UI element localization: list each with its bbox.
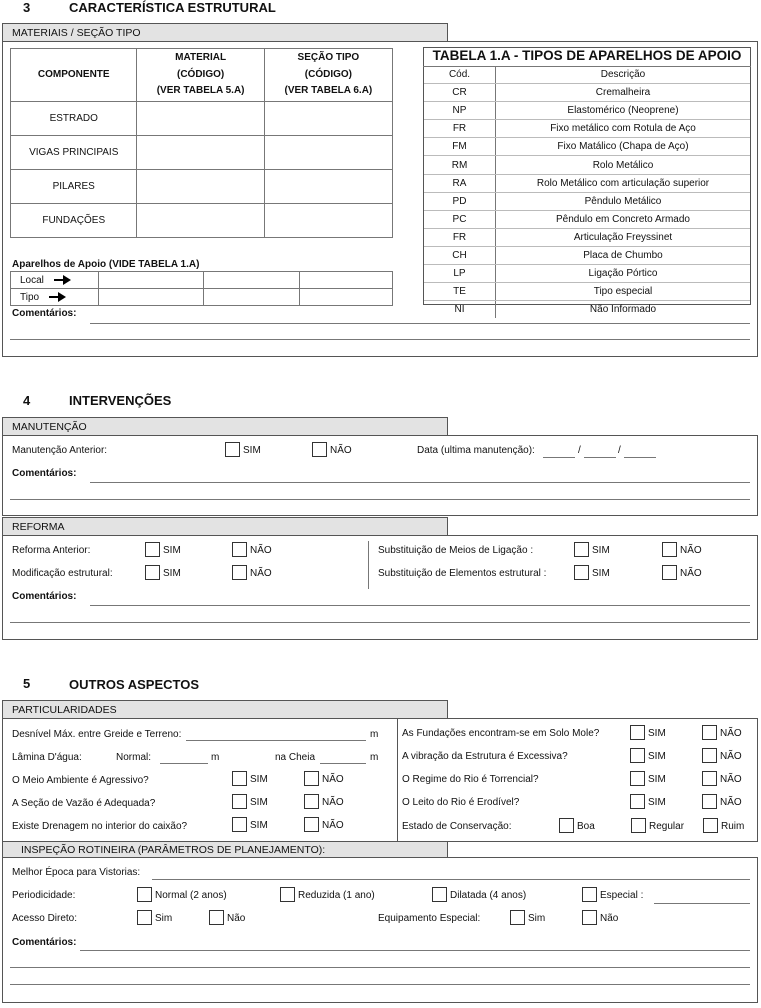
lamina-label: Lâmina D'água: [12, 752, 82, 763]
equip-nao-checkbox[interactable] [582, 910, 597, 925]
reforma-anterior-label: Reforma Anterior: [12, 545, 91, 556]
comentarios-label: Comentários: [12, 308, 77, 319]
subst-meios-label: Substituição de Meios de Ligação : [378, 545, 534, 556]
section-3-title: CARACTERÍSTICA ESTRUTURAL [69, 0, 276, 15]
nao-label: NÃO [250, 545, 272, 556]
desc-cell: Cremalheira [496, 84, 751, 102]
comentarios-line[interactable] [90, 323, 750, 324]
nao-label: NÃO [680, 545, 702, 556]
unit-m: m [370, 752, 379, 763]
comentarios-label: Comentários: [12, 937, 77, 948]
modif-nao-checkbox[interactable] [232, 565, 247, 580]
desc-cell: Não Informado [589, 304, 657, 316]
secao-cell[interactable] [264, 204, 392, 238]
aparelhos-table [10, 271, 393, 306]
nao-label: NÃO [720, 774, 742, 785]
sim-label: SIM [648, 751, 666, 762]
sim-label: SIM [250, 774, 268, 785]
nao-label: NÃO [322, 820, 344, 831]
col-componente: COMPONENTE [11, 49, 137, 102]
acesso-nao-checkbox[interactable] [209, 910, 224, 925]
desc-cell: Elastomérico (Neoprene) [496, 102, 751, 120]
local-cell[interactable] [99, 272, 204, 289]
especial-label: Especial : [600, 890, 644, 901]
equip-sim-checkbox[interactable] [510, 910, 525, 925]
regime-label: O Regime do Rio é Torrencial? [402, 774, 539, 785]
desc-cell: Fixo Matálico (Chapa de Aço) [496, 138, 751, 156]
desnivel-label: Desnível Máx. entre Greide e Terreno: [12, 729, 182, 740]
reduzida-label: Reduzida (1 ano) [298, 890, 375, 901]
materiais-bar: MATERIAIS / SEÇÃO TIPO [2, 23, 448, 42]
nao-label: NÃO [322, 774, 344, 785]
row-label: ESTRADO [11, 102, 137, 136]
regular-label: Regular [649, 821, 685, 832]
tipo-cell[interactable] [204, 289, 300, 306]
ruim-label: Ruim [721, 821, 745, 832]
section-3-number: 3 [23, 0, 31, 15]
nao-label: Não [227, 913, 246, 924]
estado-boa-checkbox[interactable] [559, 818, 574, 833]
desc-cell: Rolo Metálico [496, 156, 751, 174]
cod-cell: CR [424, 84, 496, 102]
meio-ambiente-label: O Meio Ambiente é Agressivo? [12, 775, 149, 786]
lamina-normal-field[interactable] [160, 763, 208, 764]
fundacoes-label: As Fundações encontram-se em Solo Mole? [402, 728, 600, 739]
material-cell[interactable] [137, 170, 264, 204]
divider [368, 541, 369, 589]
normal-label: Normal: [116, 752, 152, 763]
manut-sim-checkbox[interactable] [225, 442, 240, 457]
material-cell[interactable] [137, 102, 264, 136]
subst-elem-label: Substituição de Elementos estrutural : [378, 568, 547, 579]
comentarios-line[interactable] [10, 339, 750, 340]
periodicidade-label: Periodicidade: [12, 890, 76, 901]
sim-label: SIM [250, 797, 268, 808]
inspecao-bar: INSPEÇÃO ROTINEIRA (PARÂMETROS DE PLANEJAMENTO): [2, 841, 448, 858]
desc-cell: Placa de Chumbo [496, 246, 751, 264]
periodicidade-especial-checkbox[interactable] [582, 887, 597, 902]
periodicidade-reduzida-checkbox[interactable] [280, 887, 295, 902]
comentarios-line[interactable] [90, 605, 750, 606]
unit-m: m [211, 752, 220, 763]
desc-cell: Ligação Pórtico [496, 265, 751, 283]
col-descricao: Descrição [496, 66, 751, 84]
comentarios-line[interactable] [10, 622, 750, 623]
vibracao-nao-checkbox[interactable] [702, 748, 717, 763]
vibracao-sim-checkbox[interactable] [630, 748, 645, 763]
section-4-number: 4 [23, 393, 31, 408]
data-manut-label: Data (ultima manutenção): [417, 445, 535, 456]
boa-label: Boa [577, 821, 595, 832]
acesso-label: Acesso Direto: [12, 913, 78, 924]
secao-cell[interactable] [264, 102, 392, 136]
estado-label: Estado de Conservação: [402, 821, 512, 832]
cod-cell: RM [424, 156, 496, 174]
meio-sim-checkbox[interactable] [232, 771, 247, 786]
drenagem-label: Existe Drenagem no interior do caixão? [12, 821, 188, 832]
secao-cell[interactable] [264, 170, 392, 204]
comentarios-line[interactable] [10, 499, 750, 500]
nao-label: NÃO [680, 568, 702, 579]
sim-label: SIM [163, 545, 181, 556]
subst-meios-nao-checkbox[interactable] [662, 542, 677, 557]
tipo-label: Tipo [11, 289, 99, 306]
vazao-nao-checkbox[interactable] [304, 794, 319, 809]
cod-cell: NP [424, 102, 496, 120]
comentarios-label: Comentários: [12, 468, 77, 479]
sim-label: SIM [648, 774, 666, 785]
subst-elem-sim-checkbox[interactable] [574, 565, 589, 580]
manut-anterior-label: Manutenção Anterior: [12, 445, 108, 456]
desc-cell: Fixo metálico com Rotula de Aço [496, 120, 751, 138]
subst-meios-sim-checkbox[interactable] [574, 542, 589, 557]
comentarios-line[interactable] [10, 984, 750, 985]
reforma-nao-checkbox[interactable] [232, 542, 247, 557]
comentarios-label: Comentários: [12, 591, 77, 602]
desc-cell: Pêndulo Metálico [496, 192, 751, 210]
local-cell[interactable] [300, 272, 393, 289]
melhor-epoca-label: Melhor Época para Vistorias: [12, 867, 141, 878]
drenagem-nao-checkbox[interactable] [304, 817, 319, 832]
data-day-field[interactable] [543, 457, 575, 458]
desc-cell: Tipo especial [496, 283, 751, 301]
row-label: PILARES [11, 170, 137, 204]
normal-2-anos-label: Normal (2 anos) [155, 890, 227, 901]
sim-label: SIM [648, 797, 666, 808]
arrow-right-icon [54, 275, 71, 285]
col-material: MATERIAL (CÓDIGO) (VER TABELA 5.A) [137, 49, 264, 102]
cod-cell: FM [424, 138, 496, 156]
cod-cell: LP [424, 265, 496, 283]
materials-table [10, 48, 393, 238]
leito-sim-checkbox[interactable] [630, 794, 645, 809]
cod-cell: PD [424, 192, 496, 210]
periodicidade-dilatada-checkbox[interactable] [432, 887, 447, 902]
sim-label: SIM [592, 568, 610, 579]
cod-cell: NI [424, 301, 496, 319]
row-label: FUNDAÇÕES [11, 204, 137, 238]
unit-m: m [370, 729, 379, 740]
tabela-1a [424, 66, 750, 318]
cod-cell: PC [424, 210, 496, 228]
comentarios-line[interactable] [90, 482, 750, 483]
tabela-1a-title: TABELA 1.A - TIPOS DE APARELHOS DE APOIO [432, 48, 742, 63]
material-cell[interactable] [137, 204, 264, 238]
nao-label: NÃO [330, 445, 352, 456]
aparelhos-title: Aparelhos de Apoio (VIDE TABELA 1.A) [12, 259, 200, 270]
na-cheia-label: na Cheia [275, 752, 316, 763]
dilatada-label: Dilatada (4 anos) [450, 890, 527, 901]
desc-cell: Articulação Freyssinet [496, 228, 751, 246]
fundacoes-nao-checkbox[interactable] [702, 725, 717, 740]
data-year-field[interactable] [624, 457, 656, 458]
especial-field[interactable] [654, 903, 750, 904]
divider [397, 718, 398, 842]
local-label: Local [11, 272, 99, 289]
periodicidade-normal-checkbox[interactable] [137, 887, 152, 902]
cod-cell: CH [424, 246, 496, 264]
date-slash: / [618, 445, 621, 456]
subst-elem-nao-checkbox[interactable] [662, 565, 677, 580]
comentarios-line[interactable] [10, 967, 750, 968]
regime-sim-checkbox[interactable] [630, 771, 645, 786]
desc-cell: Rolo Metálico com articulação superior [496, 174, 751, 192]
nao-label: Não [600, 913, 619, 924]
manutencao-frame [2, 435, 758, 516]
sim-label: SIM [592, 545, 610, 556]
estado-ruim-checkbox[interactable] [703, 818, 718, 833]
nao-label: NÃO [720, 751, 742, 762]
vazao-sim-checkbox[interactable] [232, 794, 247, 809]
secao-cell[interactable] [264, 136, 392, 170]
section-5-title: OUTROS ASPECTOS [69, 677, 200, 692]
cod-cell: RA [424, 174, 496, 192]
col-secao-tipo: SEÇÃO TIPO (CÓDIGO) (VER TABELA 6.A) [264, 49, 392, 102]
leito-nao-checkbox[interactable] [702, 794, 717, 809]
desc-cell: Pêndulo em Concreto Armado [496, 210, 751, 228]
meio-nao-checkbox[interactable] [304, 771, 319, 786]
tipo-cell[interactable] [99, 289, 204, 306]
col-cod: Cód. [424, 66, 496, 84]
particularidades-bar: PARTICULARIDADES [2, 700, 448, 718]
cod-cell: FR [424, 228, 496, 246]
sim-label: Sim [528, 913, 546, 924]
sim-label: SIM [163, 568, 181, 579]
equip-label: Equipamento Especial: [378, 913, 481, 924]
date-slash: / [578, 445, 581, 456]
comentarios-line[interactable] [80, 950, 750, 951]
nao-label: NÃO [720, 728, 742, 739]
tipo-cell[interactable] [300, 289, 393, 306]
acesso-sim-checkbox[interactable] [137, 910, 152, 925]
vibracao-label: A vibração da Estrutura é Excessiva? [402, 751, 568, 762]
regime-nao-checkbox[interactable] [702, 771, 717, 786]
row-label: VIGAS PRINCIPAIS [11, 136, 137, 170]
section-4-title: INTERVENÇÕES [69, 393, 172, 408]
fundacoes-sim-checkbox[interactable] [630, 725, 645, 740]
nao-label: NÃO [250, 568, 272, 579]
data-month-field[interactable] [584, 457, 616, 458]
cod-cell: FR [424, 120, 496, 138]
cod-cell: TE [424, 283, 496, 301]
sim-label: SIM [250, 820, 268, 831]
nao-label: NÃO [322, 797, 344, 808]
estado-regular-checkbox[interactable] [631, 818, 646, 833]
melhor-epoca-field[interactable] [152, 879, 750, 880]
reforma-sim-checkbox[interactable] [145, 542, 160, 557]
manut-nao-checkbox[interactable] [312, 442, 327, 457]
modificacao-label: Modificação estrutural: [12, 568, 113, 579]
reforma-bar: REFORMA [2, 517, 448, 535]
arrow-right-icon [49, 292, 66, 302]
secao-vazao-label: A Seção de Vazão é Adequada? [12, 798, 156, 809]
sim-label: SIM [243, 445, 261, 456]
modif-sim-checkbox[interactable] [145, 565, 160, 580]
sim-label: SIM [648, 728, 666, 739]
section-5-number: 5 [23, 676, 31, 691]
drenagem-sim-checkbox[interactable] [232, 817, 247, 832]
nao-label: NÃO [720, 797, 742, 808]
manutencao-bar: MANUTENÇÃO [2, 417, 448, 435]
leito-label: O Leito do Rio é Erodível? [402, 797, 520, 808]
lamina-cheia-field[interactable] [320, 763, 366, 764]
local-cell[interactable] [204, 272, 300, 289]
material-cell[interactable] [137, 136, 264, 170]
desnivel-field[interactable] [186, 740, 366, 741]
sim-label: Sim [155, 913, 173, 924]
